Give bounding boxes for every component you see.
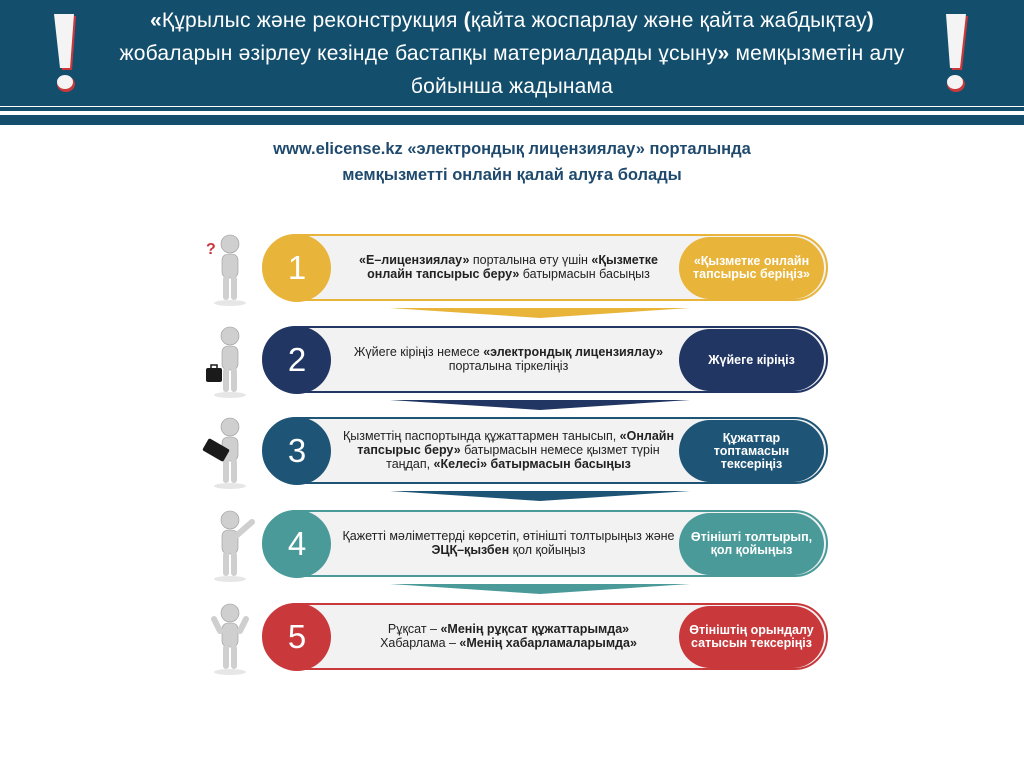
step-row-3 [0,415,1024,495]
step-description [342,514,675,572]
title-segment: Құрылыс және реконструкция [161,9,464,32]
exclamation-right-icon [938,14,974,94]
step-description-segment: Қажетті мәліметтерді көрсетіп, өтінішті толтырыңыз және [342,529,675,543]
step-description-text [342,253,675,281]
question-figure-icon [200,232,260,306]
step-row-5 [0,601,1024,681]
step-description-segment: порталына өту үшін [469,253,592,267]
subtitle-line1: www.elicense.kz «электрондық лицензиялау» порталында [273,140,751,158]
step-description-text [380,622,637,650]
step-description-segment: порталына тіркеліңіз [448,359,569,373]
step-action-button[interactable]: Өтінішті толтырып, қол қойыңыз [679,513,824,575]
step-connector-arrow [390,400,690,410]
step-description-text [342,345,675,373]
step-number-badge: 4 [263,510,331,578]
step-action-button[interactable]: Құжаттар топтамасын тексеріңіз [679,420,824,482]
step-row-1 [0,232,1024,312]
step-description-segment: Қызметтің паспортында құжаттармен танысып, [342,429,620,443]
page-title [110,4,914,103]
step-description-segment: қол қойыңыз [509,543,586,557]
step-description-segment: «электрондық лицензиялау» [483,345,664,359]
step-description-segment: «Келесі» батырмасын басыңыз [433,457,631,471]
step-description [342,238,675,296]
step-connector-arrow [390,584,690,594]
step-description [342,421,675,479]
step-description-segment: Жүйеге кіріңіз немесе [353,345,484,359]
step-connector-arrow [390,491,690,501]
step-action-button[interactable]: Өтініштің орындалу сатысын тексеріңіз [679,606,824,668]
waving-figure-icon [200,508,260,582]
thumbs-up-figure-icon [200,601,260,675]
step-row-2 [0,324,1024,404]
step-description-segment: «Е–лицензиялау» [359,253,470,267]
step-description-segment: «Қызметке онлайн тапсырыс беру» [367,253,658,281]
step-description-text [342,529,675,557]
title-segment: қайта жоспарлау және қайта жабдықтау [470,9,867,32]
title-segment: ) [866,9,874,32]
step-description-segment: «Менің хабарламаларымда» [459,636,637,650]
step-description-text [342,429,675,471]
step-action-button[interactable]: «Қызметке онлайн тапсырыс беріңіз» [679,237,824,299]
step-action-button[interactable]: Жүйеге кіріңіз [679,329,824,391]
step-description-segment: «Онлайн тапсырыс беру» [357,429,675,457]
briefcase-figure-icon [200,324,260,398]
step-number-badge: 1 [263,234,331,302]
step-description-segment: «Менің рұқсат құжаттарымда» [440,622,630,636]
step-number-badge: 5 [263,603,331,671]
step-description-segment: батырмасын немесе қызмет түрін таңдап, [386,443,660,471]
step-description-segment: батырмасын басыңыз [519,267,650,281]
title-segment: » [717,42,730,65]
step-number-badge: 3 [263,417,331,485]
title-segment: жобаларын әзірлеу кезінде бастапқы материалдарды ұсыну [119,42,718,65]
subtitle [180,136,844,188]
subtitle-line2: мемқызметті онлайн қалай алуға болады [342,166,682,184]
header-divider-thin [0,107,1024,111]
title-segment: « [150,9,162,32]
step-row-4 [0,508,1024,588]
step-description-segment: Рұқсат – [387,622,441,636]
exclamation-left-icon [50,14,86,94]
title-segment: мемқызметін алу бойынша жадынама [410,42,905,98]
tablet-figure-icon [200,415,260,489]
step-connector-arrow [390,308,690,318]
step-number-badge: 2 [263,326,331,394]
step-description-segment: ЭЦҚ–қызбен [431,543,510,557]
step-description [342,607,675,665]
header-divider-thick [0,115,1024,125]
step-description-segment: Хабарлама – [380,636,460,650]
title-segment: ( [463,9,471,32]
svg-text:?: ? [206,241,216,258]
step-description [342,330,675,388]
